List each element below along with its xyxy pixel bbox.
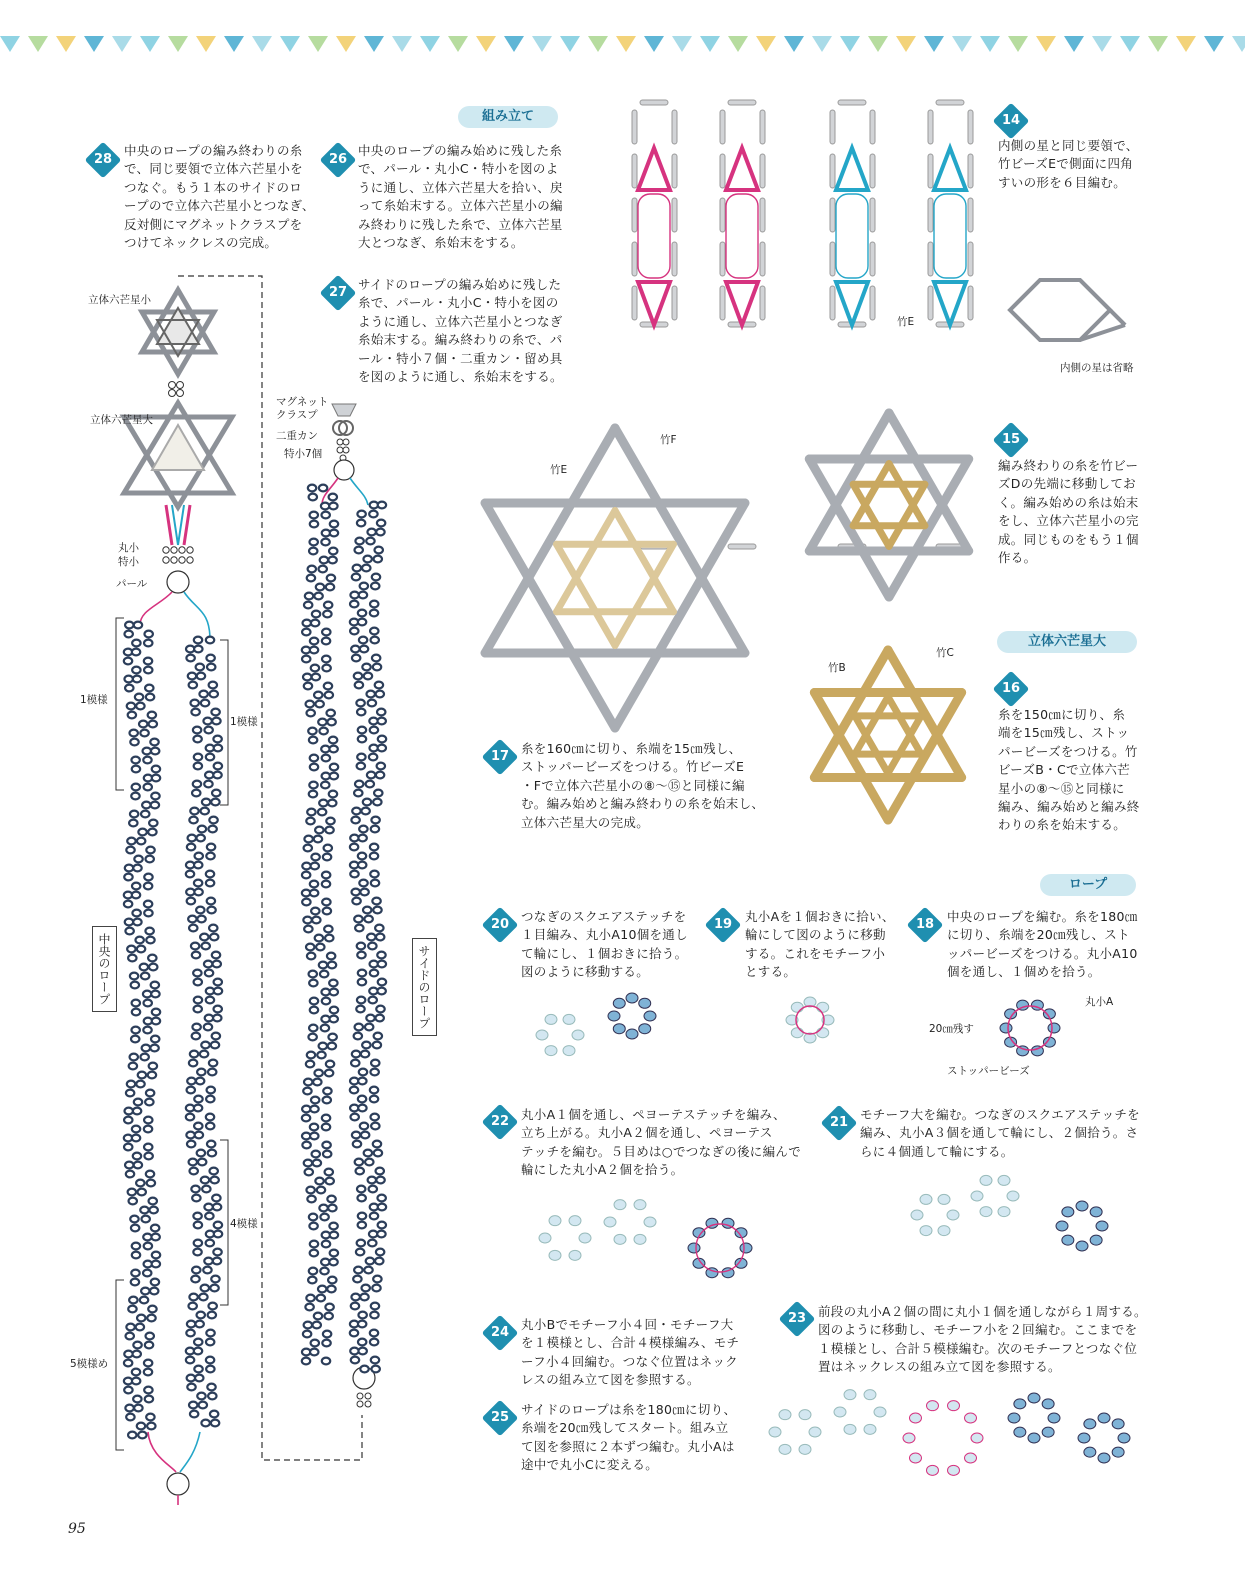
motif-bead — [864, 1424, 876, 1434]
step-line: で、同じ要領で立体六芒星小を — [124, 161, 303, 177]
label-take-c: 竹C — [936, 647, 954, 659]
heading-rope: ロープ — [1040, 874, 1136, 896]
step-line: 大とつなぎ、糸始末をする。 — [358, 235, 524, 251]
step-line: ストッパービーズをつける。竹ビーズE — [521, 759, 745, 775]
motif-bead — [613, 1024, 625, 1034]
motif-bead — [971, 1433, 983, 1443]
motif-bead — [874, 1407, 886, 1417]
step-line: 糸で、パール・丸小C・特小を図の — [358, 295, 559, 311]
motif-bead — [980, 1207, 992, 1217]
step-line: テッチを編む。５目めは○でつなぎの後に編んで — [521, 1143, 802, 1159]
step-line: 編み、丸小A３個を通して輪にし、２個拾う。さ — [860, 1125, 1139, 1141]
step-line: って糸始末する。立体六芒星小の編 — [358, 198, 563, 214]
motif-bead — [639, 1024, 651, 1034]
motif-bead — [926, 1465, 938, 1475]
motif-bead — [1048, 1413, 1060, 1423]
motif-bead — [1014, 1399, 1026, 1409]
step-line: て輪にし、１個おきに拾う。 — [521, 945, 688, 961]
motif-bead — [626, 993, 638, 1003]
motif-bead — [1076, 1201, 1088, 1211]
motif-bead — [626, 1029, 638, 1039]
step-line: 丸小A１個を通し、ペヨーテステッチを編み、 — [521, 1107, 786, 1122]
label-four-pattern: 4模様 — [230, 1218, 258, 1230]
motif-bead — [920, 1226, 932, 1236]
step-line: レスの組み立て図を参照する。 — [521, 1372, 700, 1388]
step-line: 作る。 — [998, 550, 1037, 566]
motif-bead — [549, 1216, 561, 1226]
motif-bead — [1096, 1221, 1108, 1231]
label-magnet-2: クラスプ — [276, 409, 318, 421]
label-take-b: 竹B — [828, 662, 846, 674]
label-leave-20: 20㎝残す — [929, 1023, 974, 1035]
label-one-pattern-right: 1模様 — [230, 716, 258, 728]
heading-assembly: 組み立て — [458, 106, 558, 128]
page-number: 95 — [68, 1521, 86, 1537]
motif-bead — [563, 1014, 575, 1024]
motif-bead — [844, 1390, 856, 1400]
motif-bead — [614, 1234, 626, 1244]
motif-bead — [536, 1030, 548, 1040]
motif-bead — [688, 1243, 700, 1253]
step-badge-16: 16 — [993, 671, 1030, 708]
motif-bead — [817, 1028, 829, 1038]
label-take-e: 竹E — [550, 464, 568, 476]
heading-star-large: 立体六芒星大 — [997, 631, 1137, 653]
motif-bead — [639, 998, 651, 1008]
motif-bead — [791, 1002, 803, 1012]
motif-bead — [1042, 1399, 1054, 1409]
step-line: 丸小Bでモチーフ小４回・モチーフ大 — [521, 1317, 734, 1332]
motif-bead — [998, 1175, 1010, 1185]
motif-bead — [1028, 1433, 1040, 1443]
motif-bead — [614, 1200, 626, 1210]
motif-bead — [740, 1243, 752, 1253]
step-line: つなぐ。もう１本のサイドのロ — [124, 179, 303, 195]
step-line: する。これをモチーフ小 — [745, 945, 886, 961]
label-toku: 特小 — [118, 556, 139, 568]
motif-bead — [1090, 1235, 1102, 1245]
step-badge-25: 25 — [482, 1400, 519, 1437]
motif-bead — [539, 1233, 551, 1243]
motif-bead — [563, 1046, 575, 1056]
motif-bead — [965, 1453, 977, 1463]
step-line: 編み終わりの糸を竹ビー — [998, 458, 1139, 473]
step-line: 中央のロープの編み始めに残した糸 — [358, 143, 563, 158]
step-line: らに４個通して輪にする。 — [860, 1143, 1014, 1159]
step-line: 図のように移動し、モチーフ小を２回編む。ここまでを — [818, 1322, 1138, 1338]
motif-bead — [799, 1410, 811, 1420]
step-line: む。編み始めと編み終わりの糸を始末し、 — [521, 796, 765, 812]
step-badge-18: 18 — [907, 907, 944, 944]
motif-bead — [938, 1194, 950, 1204]
step-line: 立ち上がる。丸小A２個を通し、ペヨーテス — [521, 1125, 773, 1141]
motif-bead — [1076, 1241, 1088, 1251]
label-maru-a: 丸小A — [1085, 996, 1114, 1008]
motif-bead — [998, 1207, 1010, 1217]
step-badge-28: 28 — [85, 142, 122, 179]
step-badge-24: 24 — [482, 1315, 519, 1352]
step-line: ープので立体六芒星小とつなぎ、 — [124, 198, 315, 214]
step-line: ール・特小７個・二重カン・留め具 — [358, 350, 563, 366]
motif-bead — [1090, 1207, 1102, 1217]
step-line: 置はネックレスの組み立て図を参照する。 — [818, 1359, 1061, 1375]
step-line: で、パール・丸小C・特小を図のよ — [358, 161, 559, 177]
motif-bead — [920, 1194, 932, 1204]
motif-bead — [947, 1210, 959, 1220]
motif-bead — [608, 1011, 620, 1021]
motif-bead — [1084, 1447, 1096, 1457]
motif-bead — [938, 1226, 950, 1236]
thread-path — [696, 1224, 744, 1272]
step-line: 丸小Aを１個おきに拾い、 — [745, 909, 895, 924]
step-line: ッパービーズをつける。丸小A10 — [947, 945, 1138, 961]
motif-bead — [926, 1401, 938, 1411]
step-line: わりの糸を始末する。 — [998, 817, 1127, 833]
step-badge-23: 23 — [779, 1301, 816, 1338]
motif-bead — [579, 1233, 591, 1243]
step-line: サイドのロープは糸を180㎝に切り、 — [521, 1402, 737, 1417]
motif-bead — [779, 1410, 791, 1420]
motif-bead — [644, 1011, 656, 1021]
motif-bead — [634, 1234, 646, 1244]
motif-bead — [1042, 1427, 1054, 1437]
step-badge-19: 19 — [705, 907, 742, 944]
motif-bead — [1008, 1413, 1020, 1423]
step-line: 中央のロープの編み終わりの糸 — [124, 143, 303, 158]
motif-bead — [1028, 1393, 1040, 1403]
motif-bead — [1014, 1427, 1026, 1437]
motif-bead — [604, 1217, 616, 1227]
step-line: 図のように移動する。 — [521, 964, 650, 980]
motif-bead — [644, 1217, 656, 1227]
label-side-rope: サイドのロープ — [412, 938, 437, 1036]
motif-bead — [791, 1028, 803, 1038]
thread-path — [796, 1006, 824, 1034]
motif-bead — [549, 1250, 561, 1260]
motif-bead — [864, 1390, 876, 1400]
motif-bead — [1112, 1447, 1124, 1457]
thread-path — [1008, 1006, 1052, 1050]
step-line: 成。同じものをもう１個 — [998, 531, 1139, 547]
step-line: ーフ小４回編む。つなぐ位置はネック — [521, 1353, 738, 1369]
step-line: つけてネックレスの完成。 — [124, 235, 278, 251]
label-double-ring: 二重カン — [276, 430, 318, 442]
step-line: とする。 — [745, 964, 797, 980]
step-line: 前段の丸小A２個の間に丸小１個を通しながら１周する。 — [818, 1304, 1147, 1319]
label-one-pattern-left: 1模様 — [80, 694, 108, 706]
label-take-e-14: 竹E — [897, 316, 915, 328]
motif-bead — [809, 1427, 821, 1437]
label-toku7: 特小7個 — [284, 448, 323, 460]
motif-bead — [965, 1413, 977, 1423]
step-line: 内側の星と同じ要領で、 — [998, 138, 1139, 153]
motif-bead — [1098, 1453, 1110, 1463]
step-line: 輪にした丸小A２個を拾う。 — [521, 1162, 684, 1178]
step-line: ように通し、立体六芒星小とつなぎ — [358, 313, 563, 329]
motif-bead — [844, 1424, 856, 1434]
step-line: すいの形を６目編む。 — [998, 174, 1127, 190]
motif-bead — [911, 1210, 923, 1220]
step-line: をし、立体六芒星小の完 — [998, 513, 1139, 529]
motif-bead — [1056, 1221, 1068, 1231]
motif-bead — [569, 1250, 581, 1260]
motif-bead — [1078, 1433, 1090, 1443]
label-maru: 丸小 — [118, 542, 139, 554]
step-badge-17: 17 — [482, 739, 519, 776]
label-pearl: パール — [116, 578, 148, 590]
step-line: 個を通し、１個めを拾う。 — [947, 964, 1101, 980]
step-line: つなぎのスクエアステッチを — [521, 909, 687, 924]
motif-bead — [1112, 1419, 1124, 1429]
step-line: 竹ビーズEで側面に四角 — [998, 156, 1134, 172]
label-take-f: 竹F — [660, 434, 677, 446]
label-center-rope: 中央のロープ — [92, 926, 117, 1012]
motif-bead — [1000, 1023, 1012, 1033]
step-badge-27: 27 — [320, 275, 357, 312]
step-badge-21: 21 — [821, 1105, 858, 1142]
motif-bead — [903, 1433, 915, 1443]
motif-bead — [569, 1216, 581, 1226]
step-line: 輪にして図のように移動 — [745, 927, 886, 943]
step-line: 端を15㎝残し、ストッ — [998, 725, 1130, 741]
motif-bead — [980, 1175, 992, 1185]
motif-bead — [1098, 1413, 1110, 1423]
motif-bead — [572, 1030, 584, 1040]
step-line: モチーフ大を編む。つなぎのスクエアステッチを — [860, 1107, 1140, 1122]
step-line: て図を参照に２本ずつ編む。丸小Aは — [521, 1438, 735, 1454]
motif-bead — [909, 1413, 921, 1423]
motif-bead — [817, 1002, 829, 1012]
step-line: を１模様とし、合計４模様編み、モチ — [521, 1335, 740, 1351]
step-line: く。編み始めの糸は始末 — [998, 494, 1139, 510]
motif-bead — [613, 998, 625, 1008]
motif-bead — [1084, 1419, 1096, 1429]
label-star-small: 立体六芒星小 — [88, 294, 151, 306]
motif-bead — [779, 1444, 791, 1454]
step-line: 途中で丸小Cに変える。 — [521, 1457, 659, 1473]
motif-bead — [769, 1427, 781, 1437]
step-line: 立体六芒星大の完成。 — [521, 814, 650, 830]
motif-bead — [1062, 1235, 1074, 1245]
step-line: 中央のロープを編む。糸を180㎝ — [947, 909, 1138, 924]
motif-bead — [1048, 1023, 1060, 1033]
step-line: を図のように通し、糸始末をする。 — [358, 369, 563, 385]
step-badge-22: 22 — [482, 1104, 519, 1141]
label-inner-star-omitted: 内側の星は省略 — [1060, 362, 1134, 374]
step-line: 糸端を20㎝残してスタート。組み立 — [521, 1420, 729, 1436]
step-line: ズDの先端に移動してお — [998, 476, 1136, 492]
step-line: 反対側にマグネットクラスプを — [124, 216, 303, 232]
motif-bead — [545, 1014, 557, 1024]
motif-bead — [971, 1191, 983, 1201]
step-line: パービーズをつける。竹 — [998, 743, 1138, 759]
motif-bead — [834, 1407, 846, 1417]
motif-bead — [799, 1444, 811, 1454]
step-line: 糸始末する。編み終わりの糸で、パ — [358, 332, 563, 348]
step-line: うに通し、立体六芒星大を拾い、戻 — [358, 179, 563, 195]
step-badge-20: 20 — [482, 907, 519, 944]
motif-bead — [1007, 1191, 1019, 1201]
step-line: １模様とし、合計５模様編む。次のモチーフとつなぐ位 — [818, 1340, 1138, 1356]
motif-bead — [948, 1401, 960, 1411]
step-line: に切り、糸端を20㎝残し、スト — [947, 927, 1130, 943]
step-line: 糸を150㎝に切り、糸 — [998, 707, 1126, 722]
step-badge-14: 14 — [993, 103, 1030, 140]
step-line: み終わりに残した糸で、立体六芒星 — [358, 216, 563, 232]
motif-bead — [545, 1046, 557, 1056]
step-line: ビーズB・Cで立体六芒 — [998, 762, 1130, 778]
step-badge-26: 26 — [320, 142, 357, 179]
label-star-large: 立体六芒星大 — [90, 414, 153, 426]
step-line: 星小の⑧〜⑮と同様に — [998, 780, 1125, 796]
step-line: 編み、編み始めと編み終 — [998, 799, 1140, 815]
step-line: ・Fで立体六芒星小の⑧〜⑮と同様に編 — [521, 777, 745, 793]
step-line: サイドのロープの編み始めに残した — [358, 277, 562, 292]
step-line: １目編み、丸小A10個を通し — [521, 927, 688, 943]
motif-bead — [1062, 1207, 1074, 1217]
motif-bead — [1118, 1433, 1130, 1443]
motif-bead — [634, 1200, 646, 1210]
step-badge-15: 15 — [993, 422, 1030, 459]
label-magnet-1: マグネット — [276, 396, 329, 408]
motif-bead — [948, 1465, 960, 1475]
motif-bead — [909, 1453, 921, 1463]
step-line: 糸を160㎝に切り、糸端を15㎝残し、 — [521, 741, 742, 756]
label-stopper: ストッパービーズ — [947, 1065, 1030, 1077]
label-five-pattern: 5模様め — [70, 1358, 109, 1370]
